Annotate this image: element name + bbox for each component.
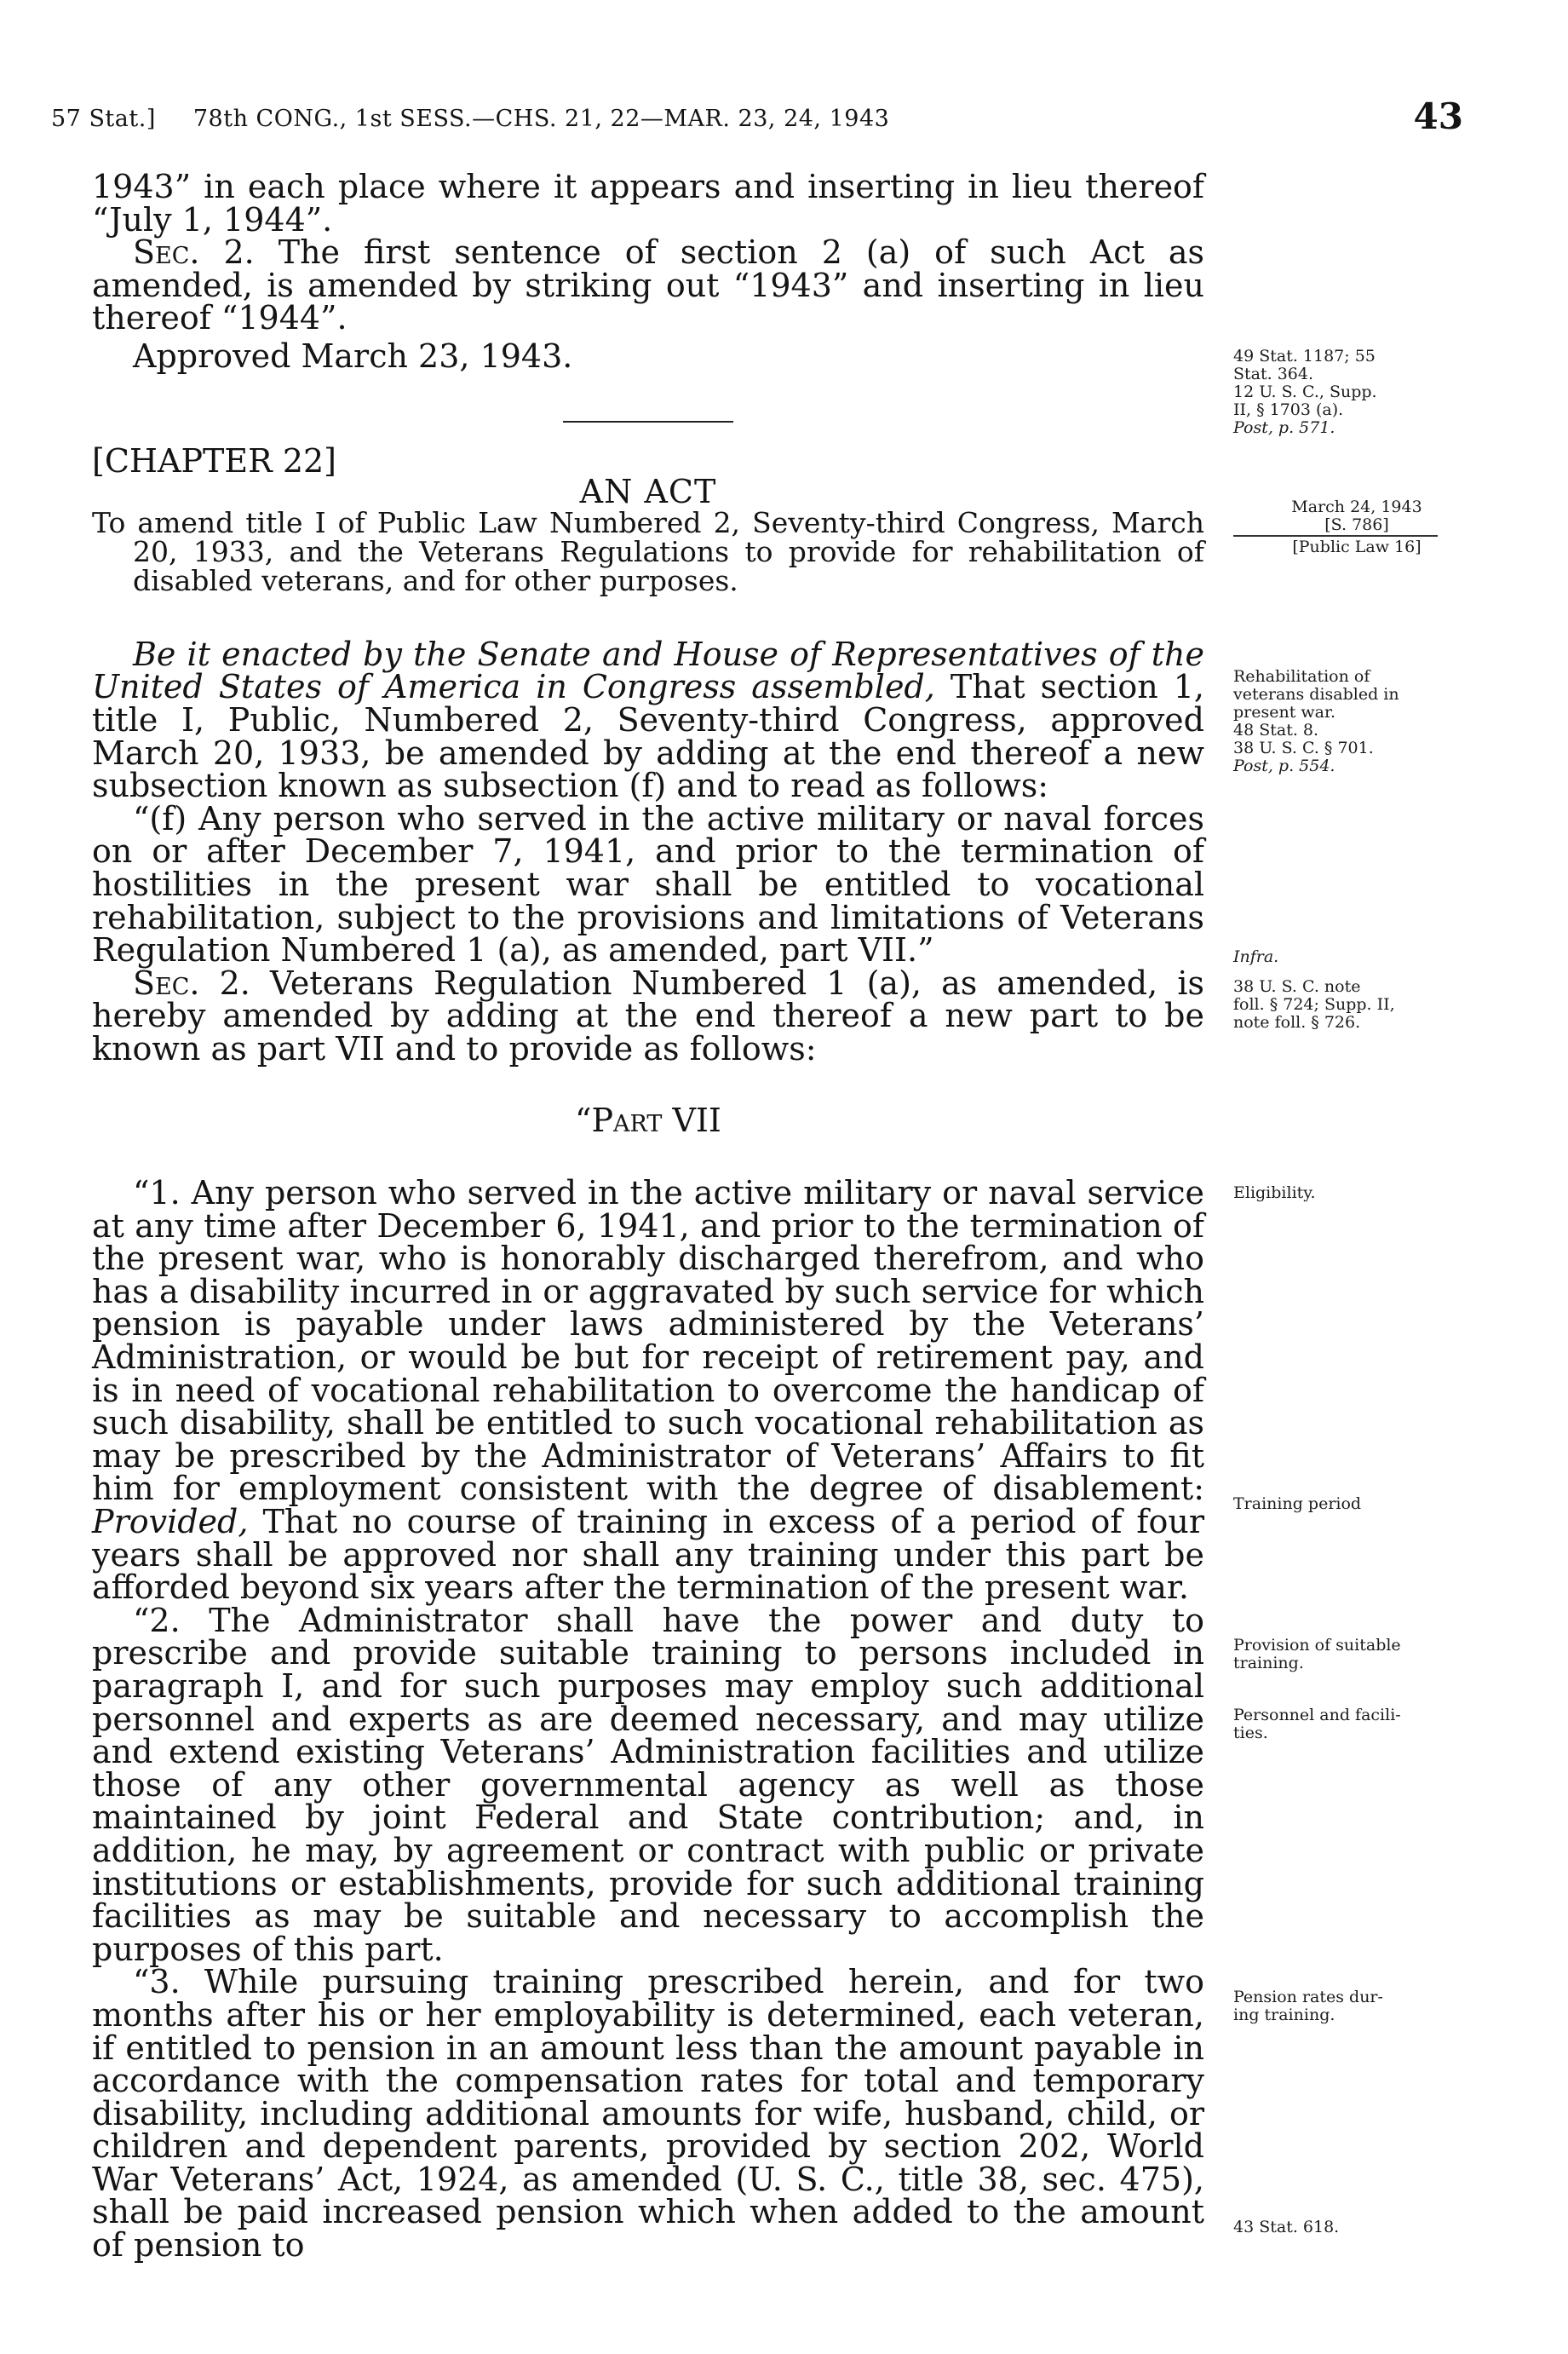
chapter21-section2-paragraph [92,233,1204,337]
margin-note-infra: Infra. [1233,947,1279,966]
act-title: AN ACT [579,473,717,511]
margin-note-suitable-training: Provision of suitable training. [1233,1636,1401,1672]
section-label: Sec. 2. [133,233,255,272]
page-number: 43 [1413,95,1463,137]
paragraph-2: “2. The Administrator shall have the power and duty to prescribe and provide suitable training to persons included in paragraph I, and for such purposes may employ such additional personnel and experts as are deemed necessary, and may utilize and extend existing Veterans’ Administration facilities and utilize those of any other governmental agency as well as those maintained by joint Federal and State contribution; and, in addition, he may, by agreement or contract with public or private institutions or establishments, provide for such additional training facilities as may be suitable and necessary to accomplish the purposes of this part. [92,1601,1204,1968]
paragraph-3: “3. While pursuing training prescribed herein, and for two months after his or her employability is determined, each veteran, if entitled to pension in an amount less than the amount payable in accordance with the compensation rates for total and temporary disability, including additional amounts for wife, husband, child, or children and dependent parents, provided by section 202, World War Veterans’ Act, 1924, as amended (U. S. C., title 38, sec. 475), shall be paid increased pension which when added to the amount of pension to [92,1963,1204,2265]
header-stat-citation: 57 Stat.] [51,106,156,132]
paragraph-1-text: “1. Any person who served in the active military or naval service at any time after December 6, 1941, and prior to the termination of the present war, who is honorably discharged therefrom, and who has a disability incurred in or aggravated by such service for which pension is payable under laws administered by the Veterans’ Administration, or would be but for receipt of retirement pay, and is in need of vocational rehabilitation to overcome the handicap of such disability, shall be entitled to such vocational rehabilitation as may be prescribed by the Administrator of Veterans’ Affairs to fit him for employment consistent with the degree of disablement: [92,1174,1204,1508]
subsection-f: “(f) Any person who served in the active military or naval forces on or after December 7, 1941, and prior to the termination of hostilities in the present war shall be entitled to vocational rehabilitation, subject to the provisions and limitations of Veterans Regulation Numbered 1 (a), as amended, part VII.” [92,799,1204,970]
section-text: The first sentence of section 2 (a) of such Act as amended, is amended by striking out “1943” and inserting in lieu thereof “1944”. [92,233,1204,337]
continuation-paragraph: 1943” in each place where it appears and inserting in lieu thereof “July 1, 1944”. [92,168,1204,239]
proviso-word: Provided, [92,1503,249,1540]
approval-date: Approved March 23, 1943. [133,337,573,375]
enacting-clause [92,635,1204,805]
section-label: Sec. 2. [133,964,250,1002]
margin-note-enactment: March 24, 1943 [S. 786] [Public Law 16] [1233,498,1480,556]
margin-note-eligibility: Eligibility. [1233,1183,1316,1202]
part-heading: “Part VII [575,1102,721,1140]
header-congress-session: 78th CONG., 1st SESS.—CHS. 21, 22—MAR. 23, 24, 1943 [192,106,890,132]
margin-note-stat-618: 43 Stat. 618. [1233,2218,1340,2236]
margin-note-citation: 49 Stat. 1187; 55 Stat. 364. 12 U. S. C., Supp. II, § 1703 (a). Post, p. 571. [1233,347,1377,437]
margin-note-rehabilitation: Rehabilitation of veterans disabled in present war. 48 Stat. 8. 38 U. S. C. § 701. Post, p. 554. [1233,667,1399,775]
section-text: Veterans Regulation Numbered 1 (a), as amended, is hereby amended by adding at the end thereof a new part to be known as part VII and to provide as follows: [92,964,1204,1068]
paragraph-1 [92,1174,1204,1607]
act-purpose: To amend title I of Public Law Numbered 2, Seventy-third Congress, March 20, 1933, and the Veterans Regulations to provide for rehabilitation of disabled veterans, and for other purposes. [92,505,1204,597]
note-divider [1233,535,1438,537]
main-text-column [92,168,1204,2265]
chapter-heading: [CHAPTER 22] [92,441,337,480]
chapter-divider [563,421,733,423]
margin-note-personnel: Personnel and facili- ties. [1233,1706,1401,1742]
enacting-formula: Be it enacted by the Senate and House of Representatives of the United States of America in Congress assembled, [92,635,1204,706]
enacting-text: That section 1, title I, Public, Numbered 2, Seventy-third Congress, approved March 20, 1933, be amended by adding at the end thereof a new subsection known as subsection (f) and to read as follows: [92,668,1204,805]
margin-note-regulation: 38 U. S. C. note foll. § 724; Supp. II, note foll. § 726. [1233,977,1395,1032]
margin-note-training-period: Training period [1233,1494,1362,1513]
margin-note-pension-rates: Pension rates dur- ing training. [1233,1988,1383,2024]
section2-paragraph [92,964,1204,1068]
running-header [51,106,889,132]
paragraph-1-proviso: That no course of training in excess of a period of four years shall be approved nor shall any training under this part be afforded beyond six years after the termination of the present war. [92,1503,1204,1607]
